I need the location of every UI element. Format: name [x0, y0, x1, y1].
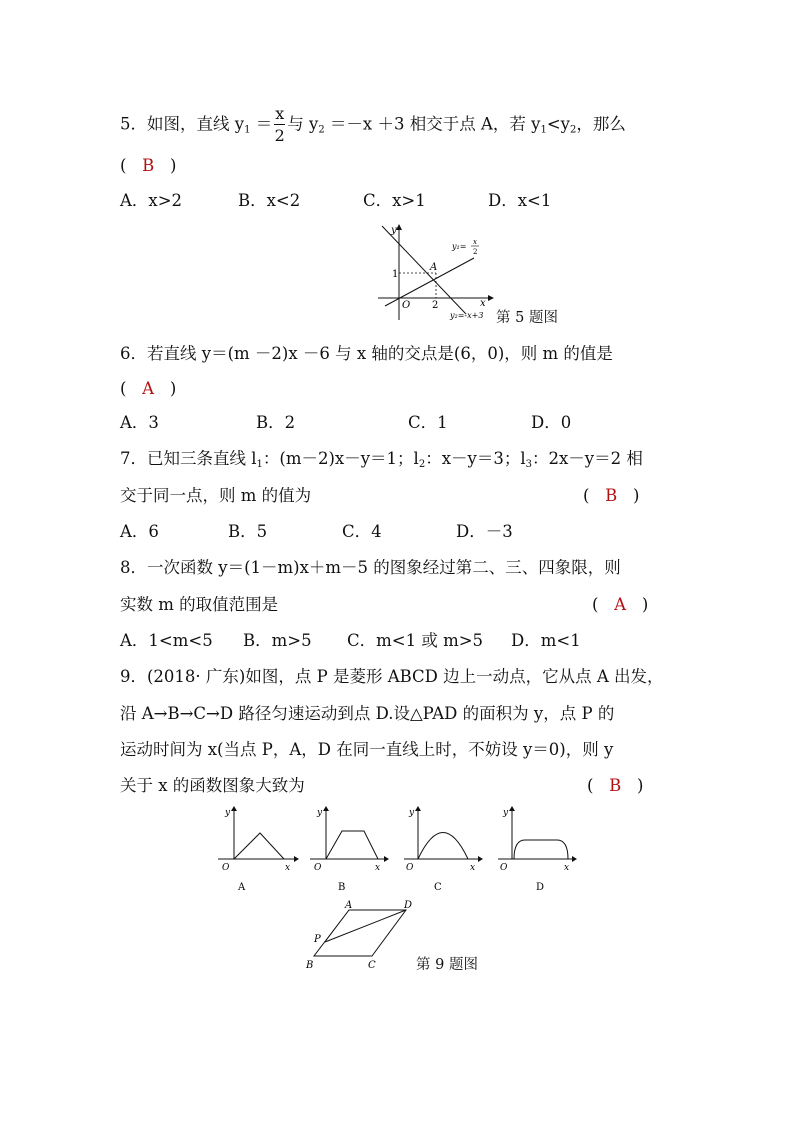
q9-stem-line1: 9．(2018· 广东)如图，点 P 是菱形 ABCD 边上一动点，它从点 A 出发，: [120, 667, 664, 686]
q9-graph-d: [498, 806, 577, 893]
q9-rhombus: [314, 910, 406, 956]
q9-graph-a: [218, 806, 299, 893]
q7-option-c: C．4: [342, 522, 382, 541]
q6-option-a: A．3: [120, 413, 159, 432]
q5-stem: 5．如图，直线 $y_1$ ＝ $\frac{x}{2}$ 与 $y_2 =-x +3$ 相交于点 A，若 $y_1<y_2$，那么: [120, 104, 626, 145]
q9-graph-c-label: C: [434, 882, 442, 893]
q5-tick-y: 1: [392, 269, 399, 280]
q9-graph-b-label: B: [338, 882, 346, 893]
q9-graph-a-label: A: [238, 882, 246, 893]
q9-caption: 第 9 题图: [416, 957, 478, 973]
svg-text:x: x: [470, 863, 476, 873]
answer-q9: B: [609, 776, 622, 795]
q6-stem: 6．若直线 y＝(m －2)x －6 与 x 轴的交点是(6，0)，则 m 的值是: [120, 344, 613, 363]
q9-graph-d-label: D: [536, 882, 545, 893]
svg-text:y: y: [503, 808, 509, 818]
svg-text:D: D: [404, 900, 413, 911]
q5-option-c: C．x>1: [363, 191, 426, 210]
svg-text:x: x: [285, 863, 291, 873]
q5-figure: [370, 222, 510, 324]
q5-x-label: x: [480, 298, 486, 309]
q5-option-d: D．x<1: [488, 191, 552, 210]
q8-option-d: D．m<1: [511, 631, 581, 650]
q9-stem-line2: 沿 A→B→C→D 路径匀速运动到点 D.设△PAD 的面积为 y，点 P 的: [120, 704, 615, 723]
q9-stem-line4: 关于 x 的函数图象大致为: [120, 776, 305, 795]
q5-line1-frac-den: 2: [473, 248, 478, 256]
svg-text:y: y: [317, 808, 323, 818]
q9-rhombus-figure: [300, 898, 430, 976]
q7-answer: ( B ): [583, 486, 640, 505]
q9-graph-a-curve: [234, 833, 284, 859]
q9-answer: ( B ): [587, 776, 644, 795]
svg-text:x: x: [375, 863, 381, 873]
q9-graphs: [212, 806, 582, 896]
q8-option-c: C．m<1 或 m>5: [347, 631, 484, 650]
answer-q8: A: [614, 595, 627, 614]
svg-text:B: B: [306, 960, 314, 971]
answer-q7: B: [605, 486, 618, 505]
q6-answer: ( A ): [120, 379, 177, 398]
q5-line2-label: y₂=-x+3: [450, 311, 484, 320]
svg-text:O: O: [406, 863, 414, 873]
q6-option-d: D．0: [531, 413, 572, 432]
q5-x-arrow: [488, 295, 494, 301]
q6-option-b: B．2: [256, 413, 296, 432]
svg-text:C: C: [368, 960, 376, 971]
q8-stem-line1: 8．一次函数 y＝(1－m)x＋m－5 的图象经过第二、三、四象限，则: [120, 558, 621, 577]
q8-option-a: A．1<m<5: [120, 631, 213, 650]
q9-graph-c: [404, 806, 483, 893]
svg-text:y: y: [225, 808, 231, 818]
q5-line1-label: y₁=: [452, 242, 467, 251]
q5-caption: 第 5 题图: [496, 310, 558, 326]
svg-text:x: x: [564, 863, 570, 873]
q5-tick-x: 2: [432, 300, 439, 311]
q5-answer: ( B ): [120, 156, 177, 175]
q9-graph-c-curve: [418, 833, 468, 860]
q8-option-b: B．m>5: [243, 631, 312, 650]
q9-graph-b: [310, 806, 389, 893]
svg-text:O: O: [222, 863, 230, 873]
q9-stem-line3: 运动时间为 x(当点 P，A，D 在同一直线上时，不妨设 y＝0)，则 y: [120, 740, 614, 759]
q5-line1-frac-num: x: [473, 238, 477, 246]
q7-stem-line2: 交于同一点，则 m 的值为: [120, 486, 312, 505]
q7-option-a: A．6: [120, 522, 159, 541]
q5-y-arrow: [396, 224, 402, 230]
answer-q5: B: [142, 156, 155, 175]
q7-option-d: D．－3: [456, 522, 513, 541]
q5-y-label: y: [391, 225, 397, 236]
svg-text:O: O: [314, 863, 322, 873]
q5-point-a: A: [430, 262, 438, 273]
q6-option-c: C．1: [408, 413, 448, 432]
q5-origin-label: O: [402, 300, 411, 311]
svg-text:P: P: [314, 934, 321, 945]
q9-graph-d-curve: [514, 840, 568, 859]
q8-stem-line2: 实数 m 的取值范围是: [120, 595, 279, 614]
q8-answer: ( A ): [592, 595, 649, 614]
answer-q6: A: [142, 379, 155, 398]
fraction-x-over-2: $\frac{x}{2}$: [274, 104, 285, 145]
q9-graph-b-curve: [326, 831, 378, 859]
svg-text:A: A: [345, 900, 353, 911]
q7-stem-line1: 7．已知三条直线 $l_1$：(m－2)x－y＝1；$l_2$：x－y＝3；$l_3$：2x－y＝2 相: [120, 449, 643, 470]
q7-option-b: B．5: [228, 522, 268, 541]
q5-option-a: A．x>2: [120, 191, 183, 210]
svg-text:y: y: [409, 808, 415, 818]
svg-text:O: O: [500, 863, 508, 873]
q5-option-b: B．x<2: [238, 191, 301, 210]
